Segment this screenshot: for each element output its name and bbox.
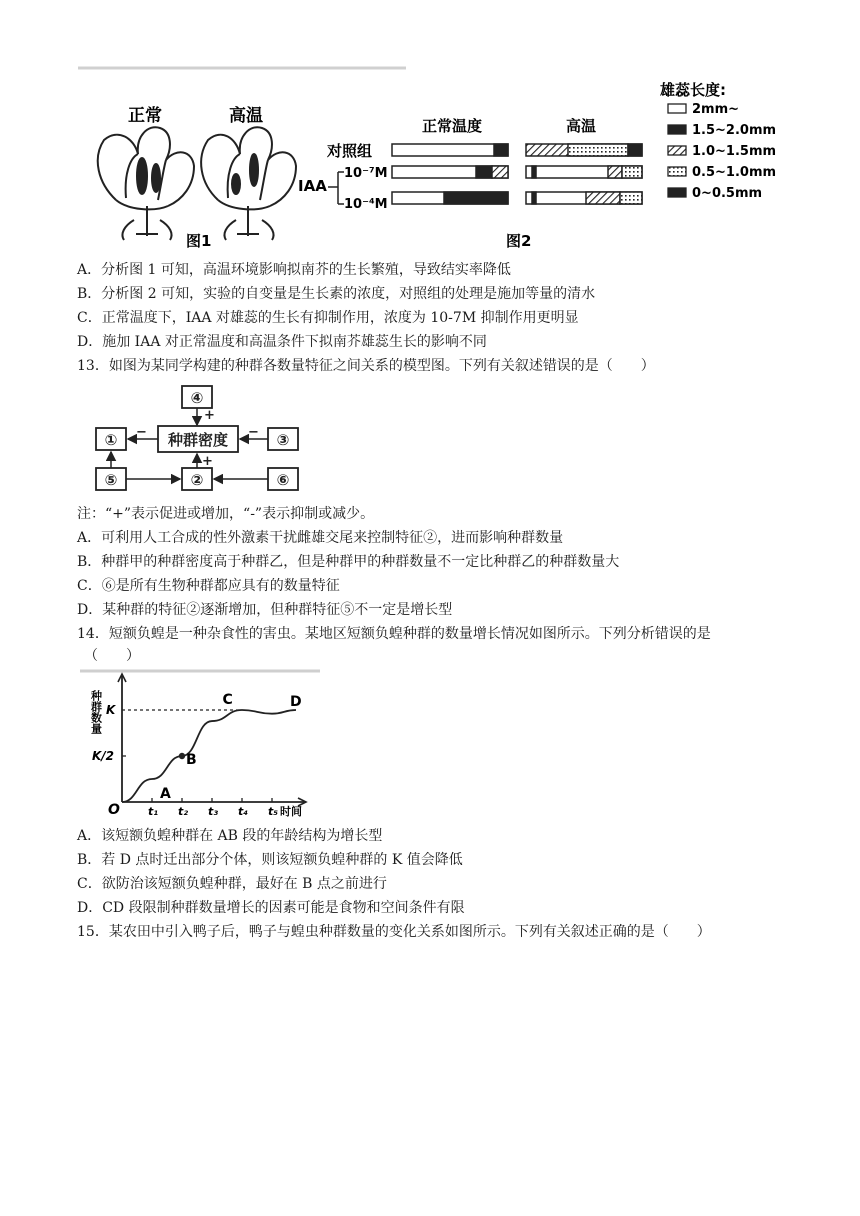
y-tick-label-k-half: K/2 — [92, 749, 115, 763]
flower-normal-illustration — [98, 127, 194, 240]
q13-stem: 13．如图为某同学构建的种群各数量特征之间关系的模型图。下列有关叙述错误的是（ ） — [77, 358, 655, 374]
legend-swatch-empty — [668, 104, 686, 113]
q14-option-b: B．若 D 点时迁出部分个体，则该短额负蝗种群的 K 值会降低 — [77, 852, 463, 868]
node-6-label: ⑥ — [276, 471, 290, 489]
legend-item: 0~0.5mm — [692, 186, 763, 201]
node-density-label: 种群密度 — [167, 431, 229, 449]
legend-item: 1.0~1.5mm — [692, 144, 777, 159]
col-header-high-temp: 高温 — [566, 117, 597, 135]
bar-high-iaa-low — [526, 166, 642, 178]
node-4-label: ④ — [190, 389, 204, 407]
y-axis-label: 种群数量 — [89, 690, 103, 734]
iaa-bracket — [328, 172, 344, 204]
q14-stem-line2: （ ） — [84, 648, 140, 664]
q13-diagram-svg — [92, 382, 312, 498]
q12-figure-svg — [76, 58, 791, 256]
x-tick-label: t₃ — [208, 805, 219, 818]
q13-option-c: C．⑥是所有生物种群都应具有的数量特征 — [77, 578, 340, 594]
population-curve — [122, 710, 296, 802]
minus-sign-1: − — [136, 425, 147, 440]
legend-swatch-dots — [668, 167, 686, 176]
x-tick-label: t₄ — [238, 805, 249, 818]
q14-chart-svg — [80, 668, 320, 820]
row-label-iaa: IAA — [298, 177, 327, 195]
point-label: B — [186, 752, 197, 768]
bar-high-control — [526, 144, 642, 156]
q12-option-d: D．施加 IAA 对正常温度和高温条件下拟南芥雄蕊生长的影响不同 — [77, 334, 487, 350]
fig2-caption: 图2 — [506, 232, 532, 250]
legend-swatch-solid — [668, 125, 686, 134]
q13-option-a: A．可利用人工合成的性外激素干扰雌雄交尾来控制特征②，进而影响种群数量 — [77, 530, 564, 546]
node-1-label: ① — [104, 431, 118, 449]
origin-label: O — [108, 802, 120, 818]
col-header-normal-temp: 正常温度 — [422, 117, 483, 135]
x-tick-label: t₁ — [148, 805, 159, 818]
bar-normal-iaa-high — [392, 192, 508, 204]
plus-sign-4: + — [204, 408, 215, 423]
bar-high-iaa-high — [526, 192, 642, 204]
legend — [660, 81, 776, 201]
bars-normal-temp — [392, 144, 508, 204]
q14-stem-line1: 14．短额负蝗是一种杂食性的害虫。某地区短额负蝗种群的数量增长情况如图所示。下列分析错误的是 — [77, 626, 711, 642]
legend-swatch-hatch — [668, 146, 686, 155]
row-label-iaa-low: 10⁻⁷M — [344, 166, 388, 181]
legend-item: 0.5~1.0mm — [692, 165, 777, 180]
q14-option-d: D．CD 段限制种群数量增长的因素可能是食物和空间条件有限 — [77, 900, 465, 916]
chart-axes — [118, 674, 306, 806]
row-label-control: 对照组 — [327, 142, 373, 160]
plus-sign-2: + — [202, 454, 213, 469]
q13-option-b: B．种群甲的种群密度高于种群乙，但是种群甲的种群数量不一定比种群乙的种群数量大 — [77, 554, 620, 570]
x-tick-label: t₅ — [268, 805, 279, 818]
q12-option-a: A．分析图 1 可知，高温环境影响拟南芥的生长繁殖，导致结实率降低 — [77, 262, 511, 278]
bar-normal-iaa-low — [392, 166, 508, 178]
q12-option-c: C．正常温度下，IAA 对雄蕊的生长有抑制作用，浓度为 10-7M 抑制作用更明显 — [77, 310, 579, 326]
x-axis-label: 时间 — [280, 805, 302, 818]
q12-option-b: B．分析图 2 可知，实验的自变量是生长素的浓度，对照组的处理是施加等量的清水 — [77, 286, 596, 302]
legend-title: 雄蕊长度: — [660, 81, 726, 99]
legend-swatch-solid-short — [668, 188, 686, 197]
q14-chart — [80, 668, 320, 820]
flower-label-normal: 正常 — [128, 106, 162, 126]
point-label: C — [222, 692, 233, 708]
minus-sign-3: − — [248, 425, 259, 440]
row-label-iaa-high: 10⁻⁴M — [344, 197, 388, 212]
point-label: A — [160, 785, 171, 802]
fig1-caption: 图1 — [186, 232, 212, 250]
legend-item: 2mm~ — [692, 102, 740, 117]
q14-option-a: A．该短额负蝗种群在 AB 段的年龄结构为增长型 — [77, 828, 383, 844]
x-tick-label: t₂ — [178, 805, 189, 818]
q13-note: 注：“+”表示促进或增加，“-”表示抑制或减少。 — [77, 506, 375, 522]
node-5-label: ⑤ — [104, 471, 118, 489]
point-label: D — [290, 694, 302, 710]
q15-stem: 15．某农田中引入鸭子后，鸭子与蝗虫种群数量的变化关系如图所示。下列有关叙述正确的是（ ） — [77, 924, 711, 940]
node-2-label: ② — [190, 471, 204, 489]
q13-diagram — [92, 382, 312, 498]
flower-high-temp-illustration — [201, 127, 296, 240]
node-3-label: ③ — [276, 431, 290, 449]
y-tick-label-k: K — [106, 703, 116, 717]
point-b-marker — [179, 753, 185, 759]
q14-option-c: C．欲防治该短额负蝗种群，最好在 B 点之前进行 — [77, 876, 387, 892]
bars-high-temp — [526, 144, 642, 204]
bar-normal-control — [392, 144, 508, 156]
flower-label-high-temp: 高温 — [229, 106, 263, 126]
legend-item: 1.5~2.0mm — [692, 123, 777, 138]
q13-option-d: D．某种群的特征②逐渐增加，但种群特征⑤不一定是增长型 — [77, 602, 453, 618]
q12-figure — [76, 58, 791, 256]
